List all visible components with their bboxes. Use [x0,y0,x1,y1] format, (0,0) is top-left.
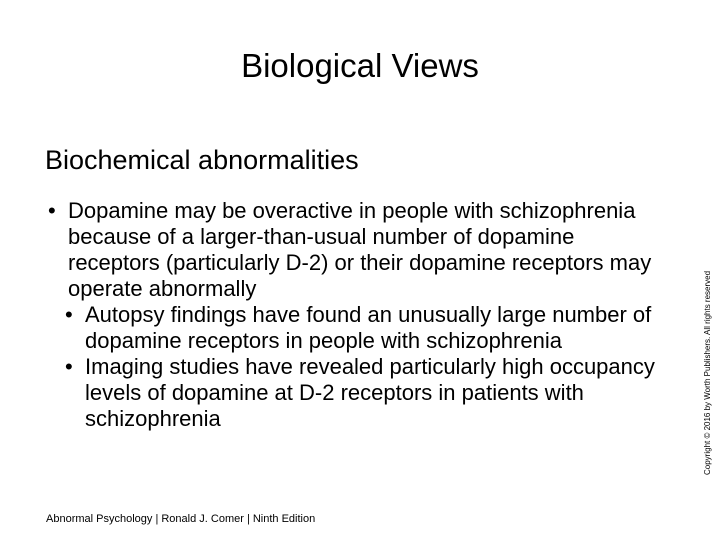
bullet-list [48,198,668,432]
sub-bullet-glyph: • [65,354,73,379]
slide-title: Biological Views [241,47,479,84]
sub-bullet-text: Autopsy findings have found an unusually large number of dopamine receptors in people with schizophrenia [85,302,652,353]
section-heading: Biochemical abnormalities [45,145,359,175]
sub-bullet-item [65,354,668,432]
sub-bullet-glyph: • [65,302,73,327]
bullet-glyph: • [48,198,56,223]
sub-bullet-item [65,302,668,354]
bullet-text: Dopamine may be overactive in people with schizophrenia because of a larger-than-usual number of dopamine receptors (particularly D-2) or their dopamine receptors may operate abnormally [68,198,652,301]
copyright-notice: Copyright © 2016 by Worth Publishers. All rights reserved [703,270,712,475]
sub-bullet-list [48,302,668,432]
footer-citation: Abnormal Psychology | Ronald J. Comer | Ninth Edition [46,513,316,525]
bullet-item [48,198,668,302]
sub-bullet-text: Imaging studies have revealed particularly high occupancy levels of dopamine at D-2 receptors in patients with schizophrenia [85,354,655,431]
